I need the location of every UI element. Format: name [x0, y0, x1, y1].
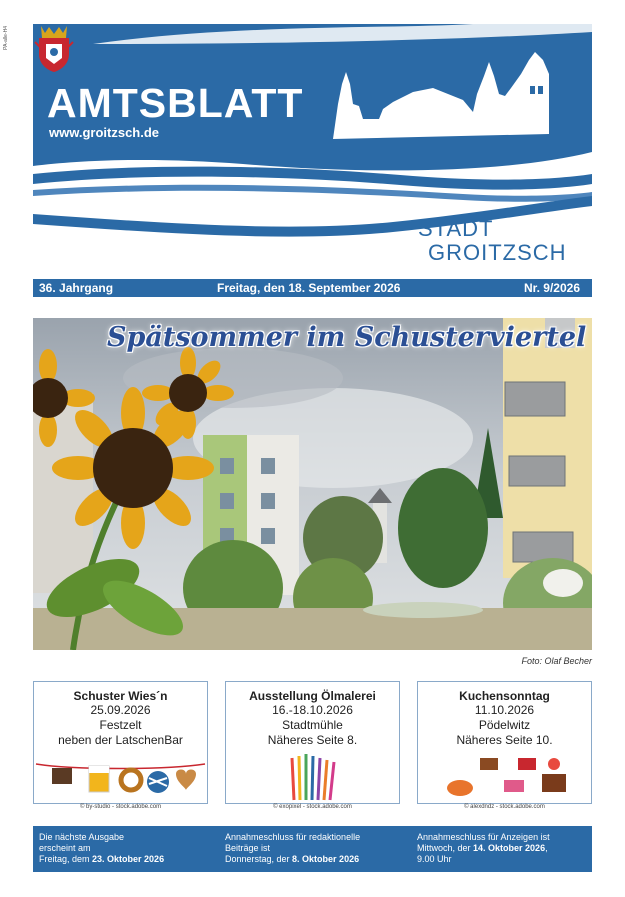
event-detail: Näheres Seite 8. — [267, 733, 358, 747]
paintbrushes-icon — [226, 752, 399, 802]
masthead-city: GROITZSCH — [428, 240, 567, 265]
event-date: 25.09.2026 — [90, 703, 151, 717]
masthead-stadt: STADT — [418, 216, 494, 241]
issue-number: Nr. 9/2026 — [523, 281, 580, 295]
event-box-kuchensonntag — [417, 681, 592, 804]
image-credit: © by-studio - stock.adobe.com — [79, 804, 162, 810]
event-location: Festzelt — [99, 718, 142, 732]
next-issue-info: Die nächste Ausgabe erscheint am Freitag, dem 23. Oktober 2026 — [39, 832, 165, 864]
print-code: PA-alle-H4 — [3, 26, 9, 50]
cakes-icon — [418, 752, 591, 802]
event-detail: neben der LatschenBar — [58, 733, 183, 747]
editorial-deadline-info: Annahmeschluss für redaktionelle Beiträge ist Donnerstag, der 8. Oktober 2026 — [225, 832, 361, 864]
masthead-url: www.groitzsch.de — [49, 125, 160, 140]
issue-volume: 36. Jahrgang — [39, 281, 114, 295]
issue-date: Freitag, den 18. September 2026 — [217, 281, 401, 295]
cover-photo-image — [33, 318, 592, 650]
event-box-oelmalerei — [225, 681, 400, 804]
masthead-title: AMTSBLATT — [47, 80, 304, 126]
event-box-wiesn — [33, 681, 208, 804]
event-location: Pödelwitz — [478, 718, 531, 732]
event-date: 11.10.2026 — [474, 703, 535, 717]
event-title: Schuster Wies´n — [73, 689, 168, 703]
ad-deadline-info: Annahmeschluss für Anzeigen ist Mittwoch, der 14. Oktober 2026, 9.00 Uhr — [417, 832, 550, 864]
event-location: Stadtmühle — [282, 718, 343, 732]
issue-info-bar — [33, 279, 592, 297]
event-title: Kuchensonntag — [459, 689, 550, 703]
event-detail: Näheres Seite 10. — [456, 733, 553, 747]
city-crest-icon — [33, 24, 75, 74]
oktoberfest-garland-icon — [34, 752, 207, 802]
event-title: Ausstellung Ölmalerei — [249, 689, 376, 703]
cover-headline: Spätsommer im Schusterviertel — [107, 322, 587, 353]
cover-photo — [33, 318, 592, 650]
photo-credit: Foto: Olaf Becher — [521, 656, 592, 666]
image-credit: © exopixel - stock.adobe.com — [273, 804, 352, 810]
image-credit: © alexdndz - stock.adobe.com — [464, 804, 545, 810]
event-date: 16.-18.10.2026 — [272, 703, 353, 717]
deadline-footer — [33, 826, 592, 872]
masthead — [33, 24, 592, 276]
masthead-graphic — [33, 24, 592, 276]
